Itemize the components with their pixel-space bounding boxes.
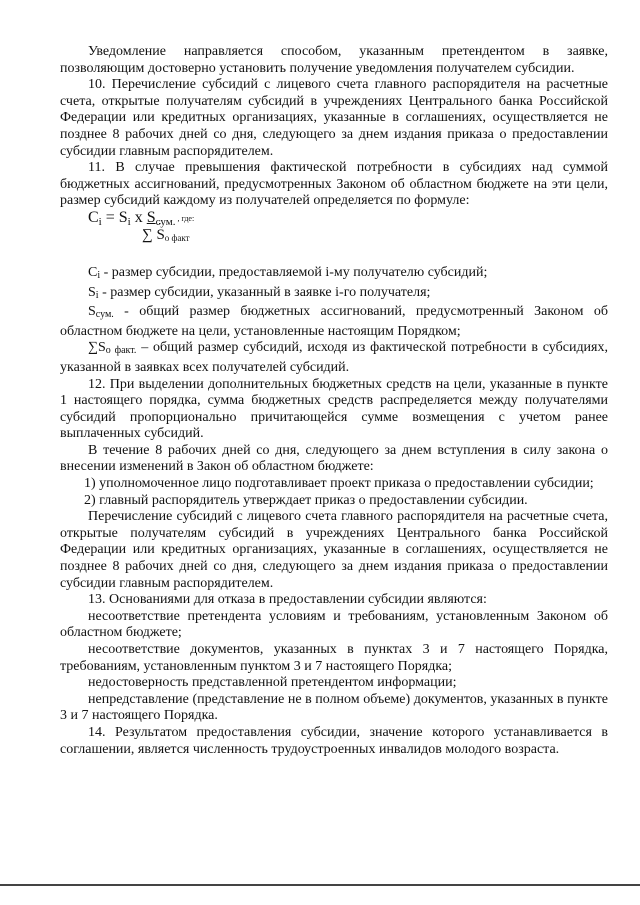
def-sfact-text: – общий размер субсидий, исходя из фактической потребности в субсидиях, указанной в заявках всех получателей субсидий. (60, 340, 608, 375)
formula-ssum-sub: сум. (155, 215, 176, 228)
paragraph-12: 12. При выделении дополнительных бюджетных средств на цели, указанные в пункте 1 настоящего порядка, сумма бюджетных средств распределяется между получателями субсидий пропорционально причитающейся сумме возмещения с учетом ранее выплаченных субсидий. (60, 376, 608, 442)
formula-eq: = (101, 208, 119, 226)
def-sfact-symbol: ∑S (88, 340, 106, 356)
def-sfact-sub: о факт. (105, 345, 137, 357)
refusal-reason-4: непредставление (представление не в полном объеме) документов, указанных в пункте 3 и 7 настоящего Порядка. (60, 691, 608, 724)
list-item-2: 2) главный распорядитель утверждает приказ о предоставлении субсидии. (84, 492, 528, 508)
definition-si (60, 285, 608, 305)
def-ci-sub: i (97, 269, 101, 281)
def-si-symbol: S (88, 284, 96, 300)
refusal-reason-2: несоответствие документов, указанных в пунктах 3 и 7 настоящего Порядка, требованиям, установленным пунктом 3 и 7 настоящего Порядка; (60, 642, 608, 674)
paragraph-13: 13. Основаниями для отказа в предоставлении субсидии являются: (88, 592, 487, 608)
definition-ci (60, 265, 608, 285)
paragraph-14: 14. Результатом предоставления субсидии, значение которого устанавливается в соглашении, является численность трудоустроенных инвалидов молодого возраста. (60, 724, 608, 757)
formula-c-sub: i (98, 215, 102, 228)
paragraph-10: 10. Перечисление субсидий с лицевого счета главного распорядителя на расчетные счета, открытые получателям субсидий в учреждениях Центрального банка Российской Федерации или кредитных организациях, указанные в соглашениях, осуществляется не позднее 8 рабочих дней со дня, следующего за днем издания приказа о предоставлении субсидии главным распорядителем. (60, 77, 608, 159)
subsidy-formula (60, 210, 608, 252)
def-si-sub: i (95, 289, 99, 301)
def-ci-symbol: C (88, 264, 98, 280)
paragraph-transfer: Перечисление субсидий с лицевого счета главного распорядителя на расчетные счета, открытые получателям субсидий в учреждениях Центрального банка Российской Федерации или кредитных организациях, указанные в соглашениях, осуществляется не позднее 8 рабочих дней со дня, следующего за днем издания приказа о предоставлении субсидии главным распорядителем. (60, 509, 608, 591)
paragraph-within-8-days: В течение 8 рабочих дней со дня, следующего за днем вступления в силу закона о внесении изменений в Закон об областном бюджете: (60, 442, 608, 475)
formula-ssum-symbol: S (146, 208, 156, 226)
definition-ssum (60, 304, 608, 340)
refusal-reason-1: несоответствие претендента условиям и требованиям, установленным Законом об областном бюджете; (60, 608, 608, 641)
def-ci-text: - размер субсидии, предоставляемой i-му получателю субсидий; (100, 264, 488, 280)
definition-sfact (60, 340, 608, 376)
formula-s-sub: i (127, 215, 131, 228)
formula-denominator-line (142, 227, 190, 247)
refusal-reason-3: недостоверность представленной претендентом информации; (88, 675, 457, 691)
paragraph-11: 11. В случае превышения фактической потребности в субсидиях над суммой бюджетных ассигнований, предусмотренных Законом об областном бюджете на эти цели, размер субсидий каждому из получателей определяется по формуле: (60, 160, 608, 209)
formula-c: C (88, 208, 99, 226)
formula-times: x (130, 208, 147, 226)
def-ssum-sub: сум. (95, 309, 114, 321)
formula-sigma: ∑ S (142, 226, 165, 243)
def-ssum-text: - общий размер бюджетных ассигнований, предусмотренный Законом об областном бюджете на цели, установленные настоящим Порядком; (60, 304, 608, 339)
formula-where: , где: (175, 213, 195, 223)
spacer (60, 252, 608, 265)
paragraph-notification: Уведомление направляется способом, указанным претендентом в заявке, позволяющим достоверно установить получение уведомления получателем субсидии. (60, 44, 608, 76)
list-item-1: 1) уполномоченное лицо подготавливает проект приказа о предоставлении субсидии; (84, 476, 594, 492)
formula-ssum (147, 209, 176, 226)
document-page (60, 44, 608, 758)
formula-fact-sub: о факт (164, 232, 190, 243)
formula-s: S (118, 208, 128, 226)
bottom-divider (0, 884, 640, 886)
def-ssum-symbol: S (88, 304, 96, 320)
def-si-text: - размер субсидии, указанный в заявке i-го получателя; (98, 284, 431, 300)
